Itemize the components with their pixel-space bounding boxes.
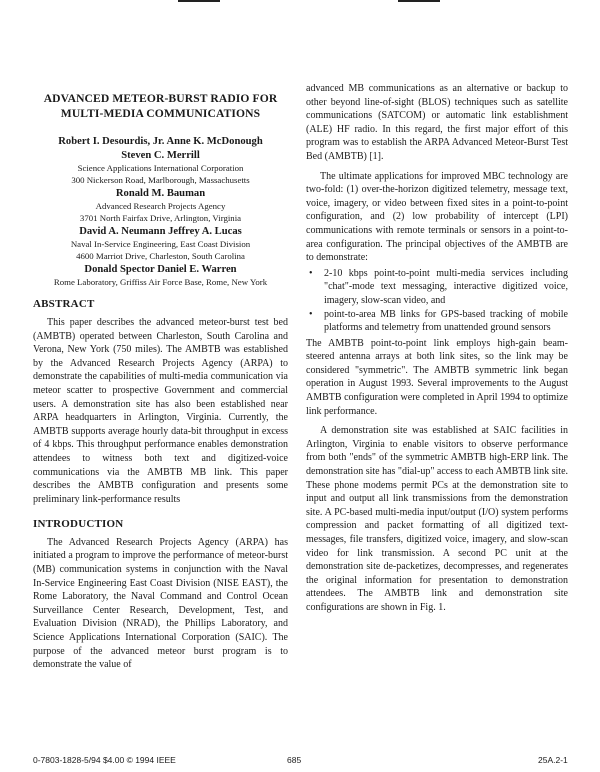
top-rule-left xyxy=(178,0,220,2)
footer-copyright: 0-7803-1828-5/94 $4.00 © 1994 IEEE xyxy=(33,755,176,765)
author-address: 3701 North Fairfax Drive, Arlington, Virginia xyxy=(79,213,242,224)
author-name: Donald Spector Daniel E. Warren xyxy=(84,263,237,275)
left-column xyxy=(33,80,288,672)
top-rule-right xyxy=(398,0,440,2)
author-name: Steven C. Merrill xyxy=(121,149,200,161)
bullet-icon: • xyxy=(309,267,313,279)
bullet-icon: • xyxy=(309,308,313,320)
author-block xyxy=(33,135,288,288)
objectives-list xyxy=(306,267,568,335)
author-affiliation: Science Applications International Corporation xyxy=(77,163,244,174)
footer-page-number: 685 xyxy=(287,755,302,765)
author-name: Robert I. Desourdis, Jr. Anne K. McDonough xyxy=(58,136,263,147)
introduction-paragraph: The Advanced Research Projects Agency (ARPA) has initiated a program to improve the performance of meteor-burst (MB) communication systems in conjunction with the Naval In-Service Engineering East Coast Division (NISE EAST), the Rome Laboratory, the Naval Command and Control Ocean Surveillance Center Research, Development, Test, and Evaluation Division (NRAD), the Phillips Laboratory, and Science Applications International Corporation (SAIC). The purpose of the advanced meteor burst program is to demonstrate the value of xyxy=(33,536,288,671)
right-paragraph-1: advanced MB communications as an alternative or backup to other beyond line-of-sight (BLOS) techniques such as satellite communications (SATCOM) or automatic link establishment (ALE) HF radio. In this regard, the first major effort of this program was to establish the ARPA Advanced Meteor-Burst Test Bed (AMBTB) [1]. xyxy=(306,83,568,162)
abstract-heading: ABSTRACT xyxy=(33,298,95,311)
author-affiliation: Advanced Research Projects Agency xyxy=(95,201,226,212)
right-paragraph-4: A demonstration site was established at SAIC facilities in Arlington, Virginia to enable visitors to observe performance from both "ends" of the symmetric AMBTB high-ERP link. The demonstration site has "dial-up" access to each AMBTB link site. These phone modems permit PCs at the demonstration site to input and output all link transmissions from the demonstration site. A PC-based multi-media input/output (I/O) system performs compression and packet formatting of all digitized text-messages, file transfers, digitized voice, imagery, and slow-scan video for link transmission. A second PC unit at the demonstration site de-packetizes, decompresses, and regenerates the original information for presentation to demonstration attendees. The AMBTB link and demonstration site configurations are shown in Fig. 1. xyxy=(306,425,569,613)
author-name: Ronald M. Bauman xyxy=(115,187,206,199)
footer-section-id: 25A.2-1 xyxy=(538,755,568,765)
introduction-heading: INTRODUCTION xyxy=(33,518,124,531)
right-column xyxy=(306,82,568,615)
right-paragraph-3: The AMBTB point-to-point link employs high-gain beam-steered antenna arrays at both link sites, so the link may be considered "symmetric". The AMBTB symmetric link began operation in August 1993. Several improvements to the August AMBTB configuration were completed in April 1994 to optimize link performance. xyxy=(306,337,568,417)
author-address: 4600 Marriot Drive, Charleston, South Carolina xyxy=(76,251,245,262)
author-affiliation: Rome Laboratory, Griffiss Air Force Base, Rome, New York xyxy=(53,277,268,288)
list-item: • 2-10 kbps point-to-point multi-media services including "chat"-mode text messaging, interactive digitized voice, imagery, slow-scan video, and xyxy=(309,267,568,306)
author-name: David A. Neumann Jeffrey A. Lucas xyxy=(79,225,242,237)
list-item: • point-to-area MB links for GPS-based tracking of mobile platforms and telemetry from unattended ground sensors xyxy=(309,308,568,334)
author-affiliation: Naval In-Service Engineering, East Coast Division xyxy=(70,239,251,250)
right-paragraph-2: The ultimate applications for improved MBC technology are two-fold: (1) over-the-horizon digitized telemetry, message text, voice, imagery, or video between fixed sites in a point-to-point configuration, and (2) low probability of intercept (LPI) communications with remote terminals or sensors in a point-to-area configuration. The principal objectives of the AMBTB are to demonstrate: xyxy=(306,170,568,264)
abstract-text: This paper describes the advanced meteor-burst test bed (AMBTB) operated between Charleston, South Carolina and Verona, New York (750 miles). The AMBTB was established by the Advanced Research Projects Agency (ARPA) to demonstrate the capabilities of multi-media communication via meteor scatter to prospective Government and commercial users. A demonstration site has also been established near ARPA headquarters in Arlington, Virginia. Currently, the AMBTB supports average hourly data-bit throughput in excess of 4 kbps. This throughput performance enables demonstration attendees to witness both text and digitized-voice communications via the AMBTB MB link. This paper describes the AMBTB configuration and presents some preliminary link-performance results xyxy=(33,316,288,505)
paper-title: ADVANCED METEOR-BURST RADIO FOR MULTI-MEDIA COMMUNICATIONS xyxy=(43,92,278,120)
author-address: 300 Nickerson Road, Marlborough, Massachusetts xyxy=(71,175,250,186)
